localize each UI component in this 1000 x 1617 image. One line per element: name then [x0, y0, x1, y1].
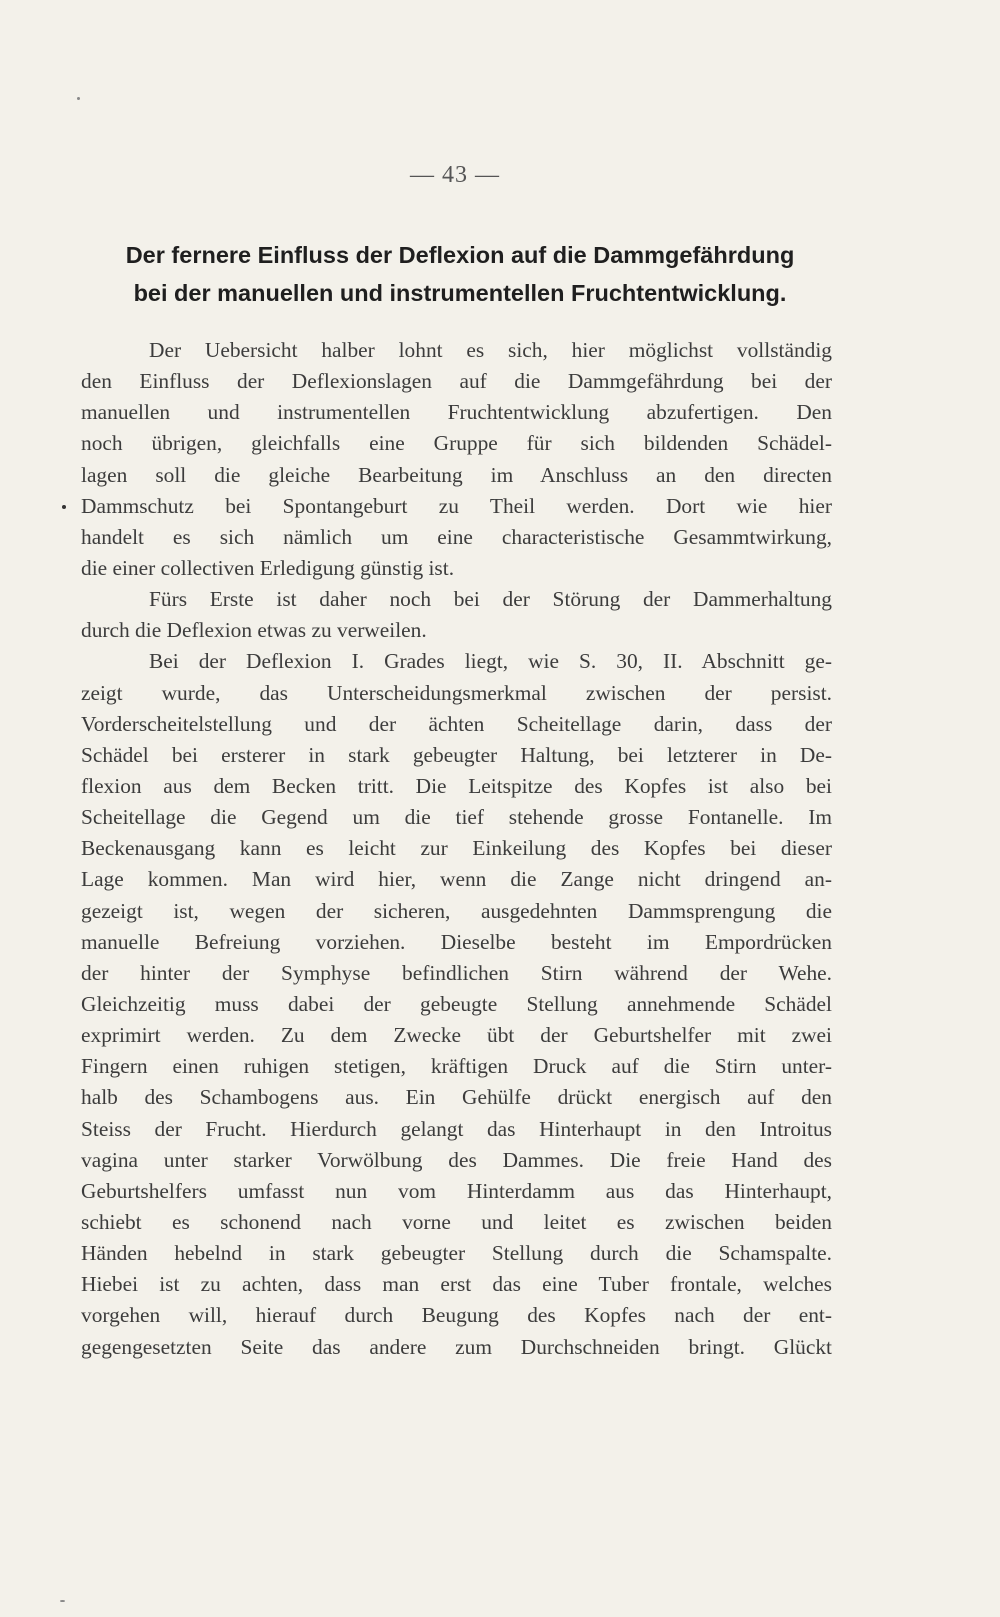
text-line: halb des Schambogens aus. Ein Gehülfe drückt energisch auf den — [81, 1085, 832, 1110]
text-line: gegengesetzten Seite das andere zum Durchschneiden bringt. Glückt — [81, 1334, 832, 1359]
section-heading — [80, 236, 840, 312]
text-line: flexion aus dem Becken tritt. Die Leitspitze des Kopfes ist also bei — [81, 773, 832, 798]
text-line: Steiss der Frucht. Hierdurch gelangt das Hinterhaupt in den Introitus — [81, 1116, 832, 1141]
text-line: noch übrigen, gleichfalls eine Gruppe für sich bildenden Schädel- — [81, 431, 832, 456]
text-line: die einer collectiven Erledigung günstig ist. — [81, 555, 455, 580]
paper-speck — [77, 97, 80, 100]
text-line: Dammschutz bei Spontangeburt zu Theil werden. Dort wie hier — [81, 493, 832, 518]
text-line: Geburtshelfers umfasst nun vom Hinterdamm aus das Hinterhaupt, — [81, 1178, 832, 1203]
text-line: Fürs Erste ist daher noch bei der Störung der Dammerhaltung — [149, 587, 832, 612]
text-line: Der Uebersicht halber lohnt es sich, hier möglichst vollständig — [149, 338, 832, 362]
text-line: schiebt es schonend nach vorne und leitet es zwischen beiden — [81, 1209, 832, 1234]
page-number: — 43 — — [410, 162, 500, 188]
text-line: den Einfluss der Deflexionslagen auf die Dammgefährdung bei der — [81, 369, 832, 394]
text-line: zeigt wurde, das Unterscheidungsmerkmal zwischen der persist. — [81, 680, 832, 705]
text-line: handelt es sich nämlich um eine characteristische Gesammtwirkung, — [81, 524, 832, 549]
text-line: exprimirt werden. Zu dem Zwecke übt der Geburtshelfer mit zwei — [81, 1023, 832, 1048]
paper-speck — [60, 1600, 65, 1602]
margin-mark — [62, 505, 66, 509]
text-line: vagina unter starker Vorwölbung des Dammes. Die freie Hand des — [81, 1147, 832, 1172]
text-line: vorgehen will, hierauf durch Beugung des Kopfes nach der ent- — [81, 1303, 832, 1328]
heading-line-2: bei der manuellen und instrumentellen Fruchtentwicklung. — [133, 280, 787, 306]
heading-line-1: Der fernere Einfluss der Deflexion auf die Dammgefährdung — [125, 242, 795, 268]
text-line: der hinter der Symphyse befindlichen Stirn während der Wehe. — [81, 960, 832, 985]
text-line: Scheitellage die Gegend um die tief stehende grosse Fontanelle. Im — [81, 805, 832, 830]
body-text — [81, 335, 832, 1363]
text-line: lagen soll die gleiche Bearbeitung im Anschluss an den directen — [81, 462, 832, 487]
text-line: manuelle Befreiung vorziehen. Dieselbe besteht im Empordrücken — [81, 929, 832, 954]
text-line: Lage kommen. Man wird hier, wenn die Zange nicht dringend an- — [81, 867, 832, 892]
text-line: Gleichzeitig muss dabei der gebeugte Stellung annehmende Schädel — [81, 991, 832, 1016]
text-line: Hiebei ist zu achten, dass man erst das eine Tuber frontale, welches — [81, 1272, 832, 1297]
text-line: Fingern einen ruhigen stetigen, kräftigen Druck auf die Stirn unter- — [81, 1054, 832, 1079]
text-line: Händen hebelnd in stark gebeugter Stellung durch die Schamspalte. — [81, 1241, 832, 1266]
text-line: Schädel bei ersterer in stark gebeugter Haltung, bei letzterer in De- — [81, 742, 832, 767]
text-line: durch die Deflexion etwas zu verweilen. — [81, 618, 427, 643]
text-line: Bei der Deflexion I. Grades liegt, wie S. 30, II. Abschnitt ge- — [149, 649, 832, 674]
text-line: Vorderscheitelstellung und der ächten Scheitellage darin, dass der — [81, 711, 832, 736]
text-line: Beckenausgang kann es leicht zur Einkeilung des Kopfes bei dieser — [81, 836, 832, 861]
text-line: manuellen und instrumentellen Fruchtentwicklung abzufertigen. Den — [81, 400, 832, 425]
text-line: gezeigt ist, wegen der sicheren, ausgedehnten Dammsprengung die — [81, 898, 832, 923]
